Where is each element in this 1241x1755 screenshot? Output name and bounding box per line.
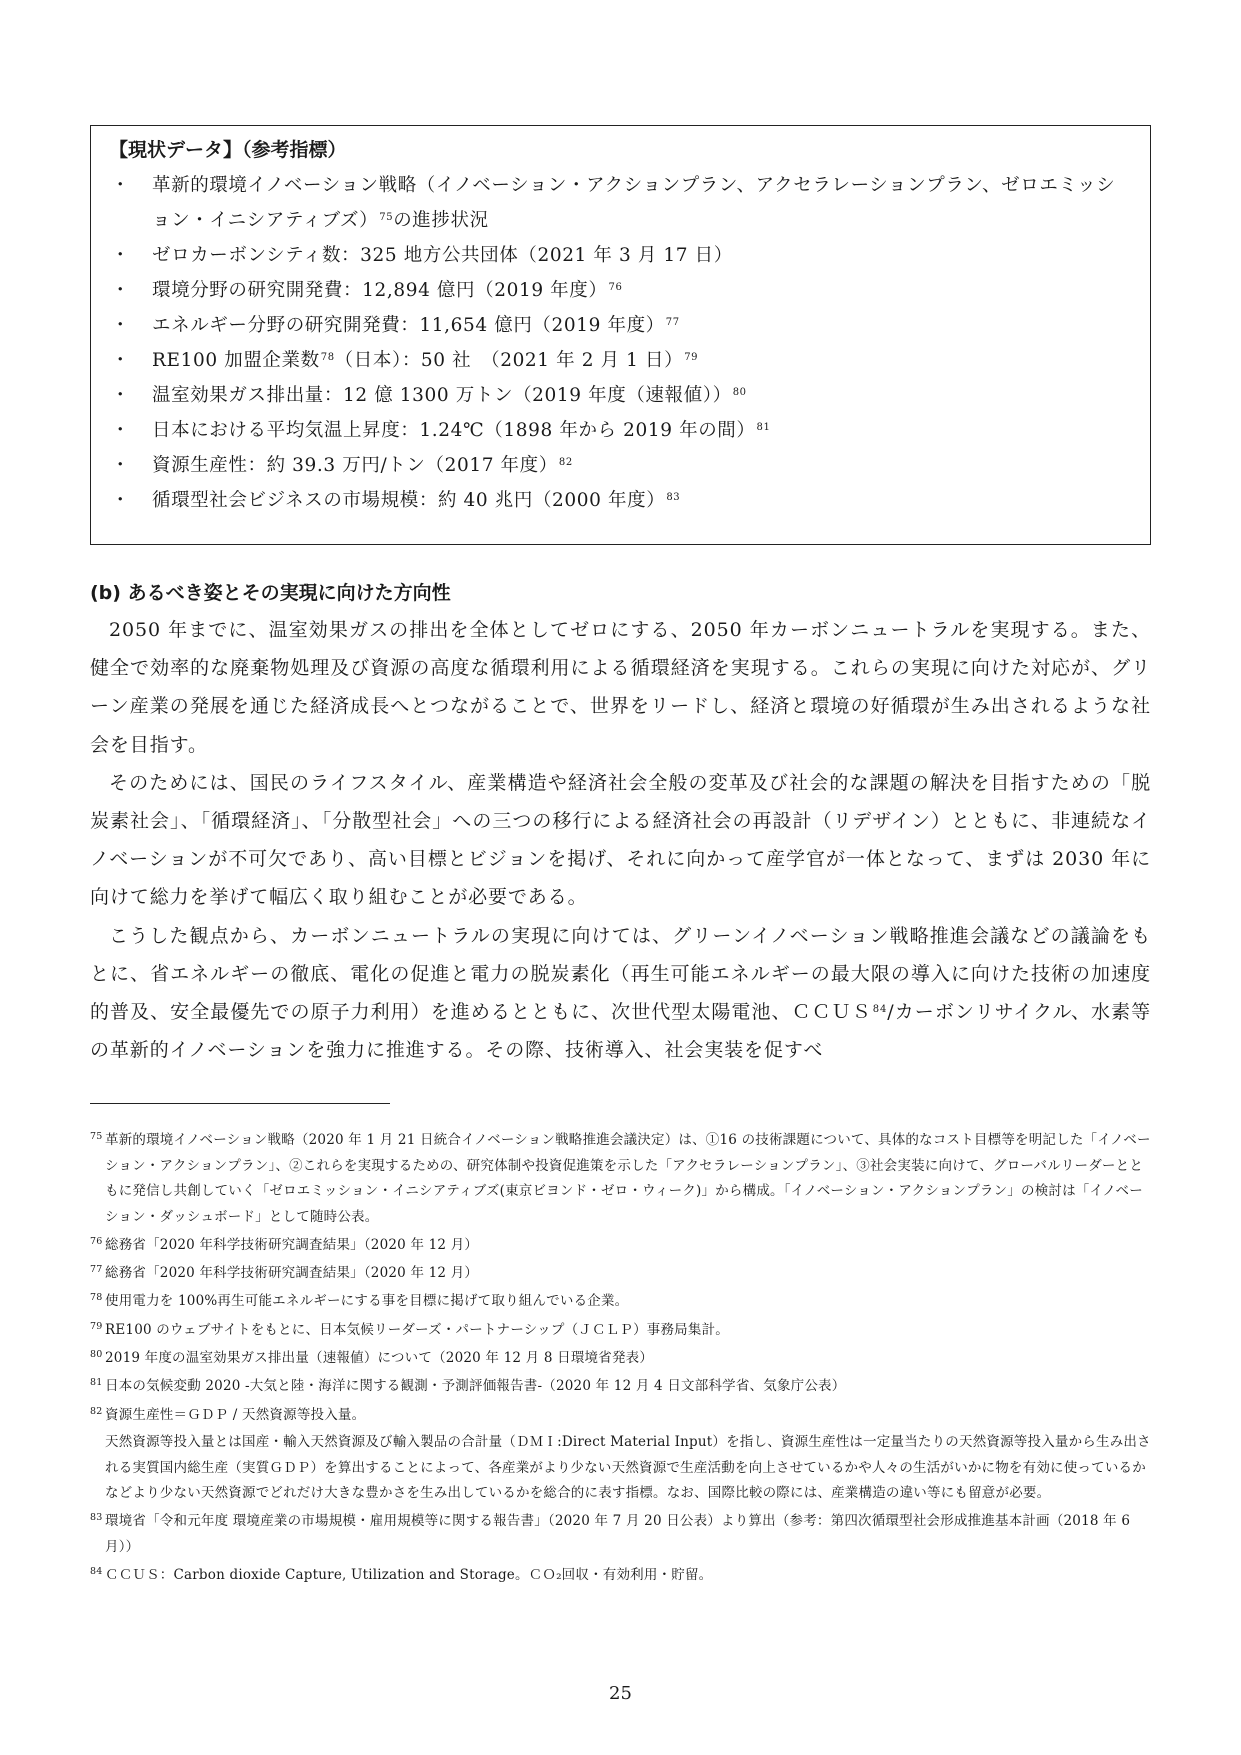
- footnote-number: 80: [90, 1348, 103, 1360]
- footnote: [90, 1289, 1151, 1315]
- bullet-mark: ・: [111, 280, 131, 301]
- status-item: [107, 378, 1126, 413]
- footnote-text: ＣＣＵＳ：Carbon dioxide Capture, Utilization and Storage。ＣＯ₂回収・有効利用・貯留。: [105, 1567, 713, 1584]
- status-item-text: 資源生産性：約 39.3 万円/トン（2017 年度）: [152, 455, 558, 476]
- status-item-text: 環境分野の研究開発費：12,894 億円（2019 年度）: [152, 280, 608, 301]
- status-item-text: RE100 加盟企業数: [152, 350, 320, 371]
- footnote-ref[interactable]: 79: [684, 352, 699, 363]
- footnote-number: 76: [90, 1235, 103, 1247]
- footnote: [90, 1261, 1151, 1287]
- body-paragraph: 2050 年までに、温室効果ガスの排出を全体としてゼロにする、2050 年カーボンニュートラルを実現する。また、健全で効率的な廃棄物処理及び資源の高度な循環利用による循環経済を実現する。これらの実現に向けた対応が、グリーン産業の発展を通じた経済成長へとつながることで、世界をリードし、経済と環境の好循環が生み出されるような社会を目指す。: [90, 619, 1151, 756]
- status-item: ・ RE100 加盟企業数$^{78}$（日本）：50 社 （2021 年 2 月 1 日）$^{79}$: [107, 343, 1126, 378]
- footnote-ref[interactable]: 82: [558, 457, 573, 468]
- footnote-number: 79: [90, 1320, 103, 1332]
- status-item: [107, 168, 1126, 238]
- footnote-separator: [90, 1103, 390, 1104]
- footnote-number: 82: [90, 1405, 103, 1417]
- status-item-text: ゼロカーボンシティ数：325 地方公共団体（2021 年 3 月 17 日）: [152, 245, 733, 266]
- section-heading: (b) あるべき姿とその実現に向けた方向性: [90, 582, 451, 604]
- status-item: [107, 273, 1126, 308]
- footnote-number: 81: [90, 1377, 103, 1389]
- footnote-number: 83: [90, 1512, 103, 1524]
- footnote-number: 78: [90, 1292, 103, 1304]
- footnotes: [90, 1128, 1151, 1591]
- body-paragraph: そのためには、国民のライフスタイル、産業構造や経済社会全般の変革及び社会的な課題の解決を目指すための「脱炭素社会」、「循環経済」、「分散型社会」への三つの移行による経済社会の再設計（リデザイン）とともに、非連続なイノベーションが不可欠であり、高い目標とビジョンを掲げ、それに向かって産学官が一体となって、まずは 2030 年に向けて総力を挙げて幅広く取り組むことが必要である。: [90, 771, 1151, 909]
- footnote-text-continued: 天然資源等投入量とは国産・輸入天然資源及び輸入製品の合計量（ＤＭＩ:Direct Material Input）を指し、資源生産性は一定量当たりの天然資源等投入量から生み出される実質国内総生産（実質ＧＤＰ）を算出することによって、各産業がより少ない天然資源で生産活動を向上させているかや人々の生活がいかに物を有効に使っているかなどより少ない天然資源でどれだけ大きな豊かさを生み出しているかを総合的に表す指標。なお、国際比較の際には、産業構造の違い等にも留意が必要。: [105, 1434, 1151, 1502]
- status-item: [107, 308, 1126, 343]
- footnote-ref[interactable]: 81: [756, 422, 771, 433]
- footnote-text: 日本の気候変動 2020 -大気と陸・海洋に関する観測・予測評価報告書-（2020 年 12 月 4 日文部科学省、気象庁公表）: [105, 1378, 846, 1395]
- footnote-text: 革新的環境イノベーション戦略（2020 年 1 月 21 日統合イノベーション戦略推進会議決定）は、①16 の技術課題について、具体的なコスト目標等を明記した「イノベーション・アクションプラン」、②これらを実現するための、研究体制や投資促進策を示した「アクセラレーションプラン」、③社会実装に向けて、グローバルリーダーとともに発信し共創していく「ゼロエミッション・イニシアティブズ(東京ビヨンド・ゼロ・ウィーク)」から構成。「イノベーション・アクションプラン」の検討は「イノベーション・ダッシュボード」として随時公表。: [105, 1132, 1151, 1225]
- footnote-ref[interactable]: 77: [665, 317, 680, 328]
- status-data-box: [90, 125, 1151, 545]
- footnote-number: 75: [90, 1131, 103, 1142]
- status-item: [107, 448, 1126, 483]
- footnote-text: RE100 のウェブサイトをもとに、日本気候リーダーズ・パートナーシップ（ＪＣＬＰ）事務局集計。: [105, 1321, 729, 1338]
- footnote-ref[interactable]: 83: [666, 492, 681, 503]
- footnote: [90, 1403, 1151, 1507]
- bullet-mark: ・: [111, 350, 131, 371]
- status-item: [107, 483, 1126, 518]
- footnote-ref[interactable]: 80: [732, 387, 747, 398]
- status-item-text: 温室効果ガス排出量：12 億 1300 万トン（2019 年度（速報値））: [152, 385, 732, 406]
- status-item-text: エネルギー分野の研究開発費：11,654 億円（2019 年度）: [152, 315, 665, 336]
- bullet-mark: ・: [111, 385, 131, 406]
- status-list: [107, 168, 1126, 518]
- bullet-mark: ・: [111, 315, 131, 336]
- status-item-text: 循環型社会ビジネスの市場規模：約 40 兆円（2000 年度）: [152, 490, 666, 511]
- footnote: [90, 1374, 1151, 1400]
- body-paragraph: こうした観点から、カーボンニュートラルの実現に向けては、グリーンイノベーション戦略推進会議などの議論をもとに、省エネルギーの徹底、電化の促進と電力の脱炭素化（再生可能エネルギーの最大限の導入に向けた技術の加速度的普及、安全最優先での原子力利用）を進めるとともに、次世代型太陽電池、ＣＣＵＳ$^{84}$/カーボンリサイクル、水素等の革新的イノベーションを強力に推進する。その際、技術導入、社会実装を促すべ: [90, 924, 1152, 1062]
- footnote-ref[interactable]: 75: [379, 212, 394, 223]
- footnote: [90, 1128, 1151, 1230]
- footnote-text: 資源生産性＝ＧＤＰ / 天然資源等投入量。: [105, 1406, 366, 1423]
- footnote: [90, 1233, 1151, 1259]
- status-item: [107, 238, 1126, 273]
- footnote-text: 2019 年度の温室効果ガス排出量（速報値）について（2020 年 12 月 8 日環境省発表）: [105, 1349, 654, 1366]
- bullet-mark: ・: [111, 245, 131, 266]
- footnote-text: 総務省「2020 年科学技術研究調査結果」（2020 年 12 月）: [105, 1265, 479, 1282]
- footnote: [90, 1346, 1151, 1372]
- footnote-number: 84: [90, 1566, 103, 1578]
- status-item-text: 革新的環境イノベーション戦略（イノベーション・アクションプラン、アクセラレーションプラン、ゼロエミッション・イニシアティブズ）$^{75}$の進捗状況: [152, 175, 1116, 231]
- footnote: [90, 1318, 1151, 1344]
- footnote-number: 77: [90, 1264, 103, 1276]
- footnote-text: 総務省「2020 年科学技術研究調査結果」（2020 年 12 月）: [105, 1236, 479, 1253]
- footnote-ref[interactable]: 76: [608, 282, 623, 293]
- bullet-mark: ・: [111, 490, 131, 511]
- body-text: [90, 611, 1151, 1069]
- footnote-ref[interactable]: 78: [320, 352, 335, 363]
- page-number: 25: [609, 1683, 632, 1704]
- footnote: [90, 1563, 1151, 1589]
- footnote-text: 環境省「令和元年度 環境産業の市場規模・雇用規模等に関する報告書」（2020 年 7 月 20 日公表）より算出（参考：第四次循環型社会形成推進基本計画（2018 年 6 月））: [105, 1513, 1131, 1555]
- footnote: [90, 1509, 1151, 1560]
- bullet-mark: ・: [111, 420, 131, 441]
- footnote-ref[interactable]: 84: [872, 1004, 888, 1016]
- status-item-text: 日本における平均気温上昇度：1.24℃（1898 年から 2019 年の間）: [152, 420, 756, 441]
- bullet-mark: ・: [111, 455, 131, 476]
- status-box-title: 【現状データ】（参考指標）: [109, 139, 347, 161]
- footnote-text: 使用電力を 100%再生可能エネルギーにする事を目標に掲げて取り組んでいる企業。: [105, 1293, 629, 1310]
- status-item: [107, 413, 1126, 448]
- bullet-mark: ・: [111, 175, 131, 196]
